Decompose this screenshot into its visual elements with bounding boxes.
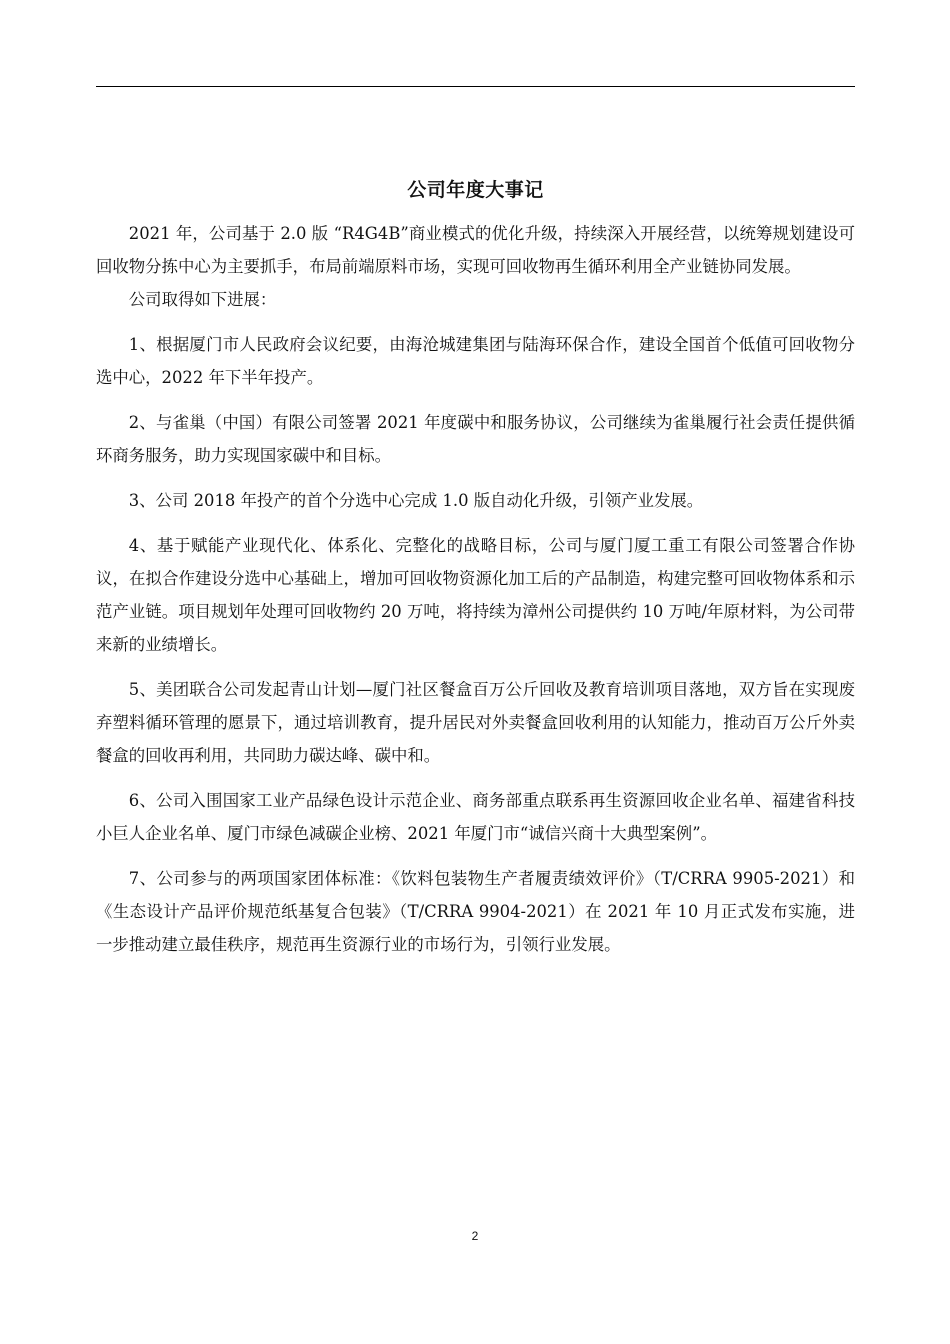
milestone-item-3: 3、公司 2018 年投产的首个分选中心完成 1.0 版自动化升级，引领产业发展。 <box>128 491 704 510</box>
progress-heading: 公司取得如下进展： <box>128 290 277 309</box>
milestone-item-1: 1、根据厦门市人民政府会议纪要，由海沧城建集团与陆海环保合作，建设全国首个低值可回收物分选中心，2022 年下半年投产。 <box>96 335 855 387</box>
header-rule <box>96 86 855 87</box>
milestone-item-6: 6、公司入围国家工业产品绿色设计示范企业、商务部重点联系再生资源回收企业名单、福建省科技小巨人企业名单、厦门市绿色减碳企业榜、2021 年厦门市“诚信兴商十大典型案例”。 <box>96 791 855 843</box>
intro-paragraph: 2021 年，公司基于 2.0 版 “R4G4B”商业模式的优化升级，持续深入开展经营，以统筹规划建设可回收物分拣中心为主要抓手，布局前端原料市场，实现可回收物再生循环利用全产业链协同发展。 <box>96 224 855 276</box>
milestone-item-7: 7、公司参与的两项国家团体标准：《饮料包装物生产者履责绩效评价》（T/CRRA 9905-2021）和《生态设计产品评价规范纸基复合包装》（T/CRRA 9904-2021）在 2021 年 10 月正式发布实施，进一步推动建立最佳秩序，规范再生资源行业的市场行为，引领行业发展。 <box>96 869 855 954</box>
milestone-item-5: 5、美团联合公司发起青山计划—厦门社区餐盒百万公斤回收及教育培训项目落地，双方旨在实现废弃塑料循环管理的愿景下，通过培训教育，提升居民对外卖餐盒回收利用的认知能力，推动百万公斤外卖餐盒的回收再利用，共同助力碳达峰、碳中和。 <box>96 680 855 765</box>
page-title: 公司年度大事记 <box>407 179 544 201</box>
milestone-item-2: 2、与雀巢（中国）有限公司签署 2021 年度碳中和服务协议，公司继续为雀巢履行社会责任提供循环商务服务，助力实现国家碳中和目标。 <box>96 413 855 465</box>
page-number: 2 <box>471 1229 479 1243</box>
milestone-item-4: 4、基于赋能产业现代化、体系化、完整化的战略目标，公司与厦门厦工重工有限公司签署合作协议，在拟合作建设分选中心基础上，增加可回收物资源化加工后的产品制造，构建完整可回收物体系和示范产业链。项目规划年处理可回收物约 20 万吨，将持续为漳州公司提供约 10 万吨/年原材料，为公司带来新的业绩增长。 <box>96 536 855 654</box>
document-body <box>96 217 855 961</box>
